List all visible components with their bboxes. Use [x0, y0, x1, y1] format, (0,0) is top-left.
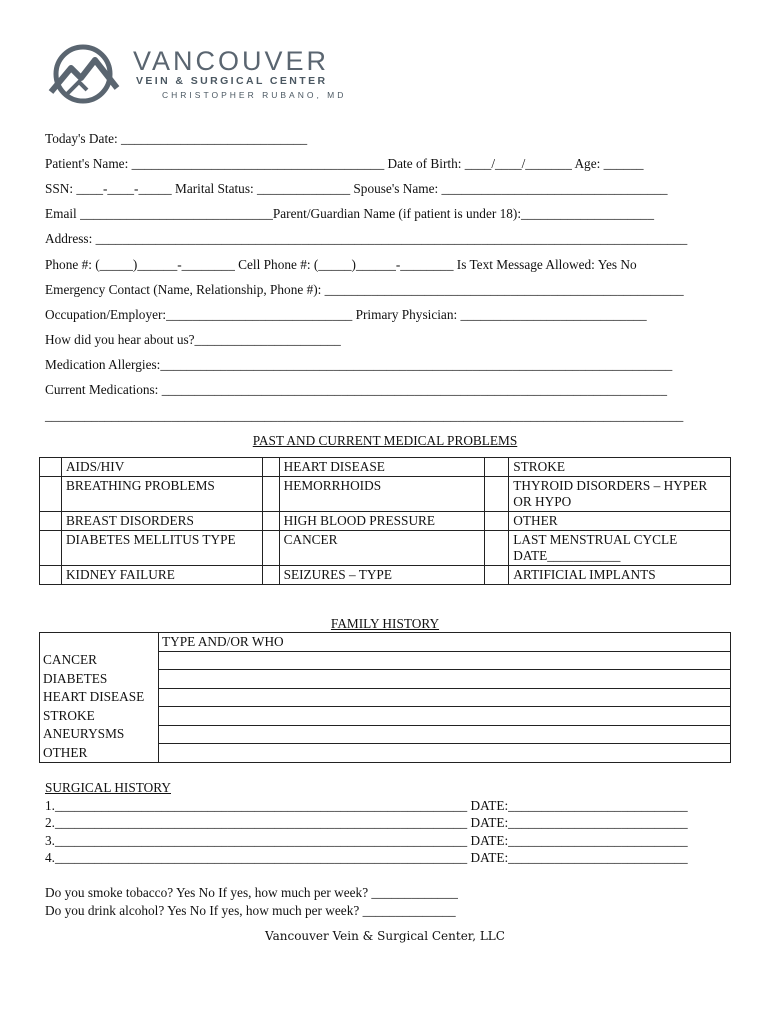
logo — [45, 44, 375, 104]
family-history-condition: DIABETES — [40, 670, 159, 689]
family-history-condition: STROKE — [40, 707, 159, 726]
medical-problem-label: HEMORRHOIDS — [279, 477, 485, 512]
family-history-table — [39, 632, 731, 763]
medical-problem-label: BREATHING PROBLEMS — [61, 477, 262, 512]
checkbox-cell[interactable] — [485, 566, 509, 585]
patient-name-field[interactable]: Patient's Name: ______________________________________ Date of Birth: ____/____/_______ Age: ______ — [45, 156, 644, 171]
occupation-field[interactable]: Occupation/Employer:____________________________ Primary Physician: ____________________________ — [45, 307, 647, 322]
surgery-line-2[interactable]: 2.______________________________________________________________ DATE:___________________________ — [45, 815, 688, 830]
family-history-entry[interactable] — [159, 688, 731, 707]
medical-problem-row — [40, 512, 731, 531]
medical-problem-label: OTHER — [509, 512, 731, 531]
smoke-question[interactable]: Do you smoke tobacco? Yes No If yes, how much per week? _____________ — [45, 885, 458, 900]
surgery-line-3[interactable]: 3.______________________________________________________________ DATE:___________________________ — [45, 833, 688, 848]
family-history-row — [40, 651, 731, 670]
phone-field[interactable]: Phone #: (_____)______-________ Cell Phone #: (_____)______-________ Is Text Message Allowed: Yes No — [45, 257, 637, 272]
checkbox-cell[interactable] — [485, 512, 509, 531]
medical-problem-label: BREAST DISORDERS — [61, 512, 262, 531]
family-history-header-row — [40, 633, 731, 652]
family-history-row — [40, 744, 731, 763]
medical-problem-row — [40, 566, 731, 585]
medical-problem-label: DIABETES MELLITUS TYPE — [61, 531, 262, 566]
medical-problem-label: CANCER — [279, 531, 485, 566]
medications-extra-line[interactable]: ________________________________________________________________________________________________ — [45, 408, 684, 423]
emergency-contact-field[interactable]: Emergency Contact (Name, Relationship, Phone #): ______________________________________________________ — [45, 282, 684, 297]
checkbox-cell[interactable] — [40, 458, 62, 477]
checkbox-cell[interactable] — [262, 566, 279, 585]
medications-field[interactable]: Current Medications: ____________________________________________________________________________ — [45, 382, 667, 397]
footer-company: Vancouver Vein & Surgical Center, LLC — [265, 929, 505, 943]
family-history-condition: OTHER — [40, 744, 159, 763]
medical-problem-label: HEART DISEASE — [279, 458, 485, 477]
surgery-line-1[interactable]: 1.______________________________________________________________ DATE:___________________________ — [45, 798, 688, 813]
address-field[interactable]: Address: _________________________________________________________________________________________ — [45, 231, 688, 246]
email-field[interactable]: Email _____________________________Parent/Guardian Name (if patient is under 18):____________________ — [45, 206, 654, 221]
family-history-entry[interactable] — [159, 651, 731, 670]
family-history-title: FAMILY HISTORY — [330, 616, 440, 631]
checkbox-cell[interactable] — [262, 512, 279, 531]
medical-problem-label: THYROID DISORDERS – HYPER OR HYPO — [509, 477, 731, 512]
surgical-history-title: SURGICAL HISTORY — [45, 780, 171, 795]
family-history-row — [40, 725, 731, 744]
family-history-row — [40, 707, 731, 726]
medical-problem-row — [40, 477, 731, 512]
checkbox-cell[interactable] — [485, 531, 509, 566]
medical-problem-label: LAST MENSTRUAL CYCLE DATE___________ — [509, 531, 731, 566]
checkbox-cell[interactable] — [485, 458, 509, 477]
mountain-logo-icon — [45, 44, 121, 104]
family-history-condition: ANEURYSMS — [40, 725, 159, 744]
family-history-entry[interactable] — [159, 707, 731, 726]
checkbox-cell[interactable] — [40, 512, 62, 531]
checkbox-cell[interactable] — [40, 531, 62, 566]
logo-subtitle: VEIN & SURGICAL CENTER — [136, 75, 328, 87]
logo-doctor: CHRISTOPHER RUBANO, MD — [162, 90, 347, 100]
medical-problems-title: PAST AND CURRENT MEDICAL PROBLEMS — [252, 433, 518, 448]
medical-problem-label: KIDNEY FAILURE — [61, 566, 262, 585]
family-history-condition: CANCER — [40, 651, 159, 670]
checkbox-cell[interactable] — [485, 477, 509, 512]
surgery-line-4[interactable]: 4.______________________________________________________________ DATE:___________________________ — [45, 850, 688, 865]
checkbox-cell[interactable] — [40, 477, 62, 512]
ssn-field[interactable]: SSN: ____-____-_____ Marital Status: ______________ Spouse's Name: __________________________________ — [45, 181, 668, 196]
logo-name: VANCOUVER — [133, 46, 330, 76]
family-history-entry[interactable] — [159, 725, 731, 744]
todays-date-field[interactable]: Today's Date: ____________________________ — [45, 131, 308, 146]
family-history-entry[interactable] — [159, 670, 731, 689]
family-history-row — [40, 688, 731, 707]
family-history-entry[interactable] — [159, 744, 731, 763]
medical-problem-label: HIGH BLOOD PRESSURE — [279, 512, 485, 531]
checkbox-cell[interactable] — [40, 566, 62, 585]
family-history-header: TYPE AND/OR WHO — [159, 633, 731, 652]
medical-problem-label: AIDS/HIV — [61, 458, 262, 477]
checkbox-cell[interactable] — [262, 531, 279, 566]
medical-problem-label: STROKE — [509, 458, 731, 477]
checkbox-cell[interactable] — [262, 477, 279, 512]
allergies-field[interactable]: Medication Allergies:_____________________________________________________________________________ — [45, 357, 673, 372]
medical-problem-label: ARTIFICIAL IMPLANTS — [509, 566, 731, 585]
medical-problems-table — [39, 457, 731, 585]
medical-problem-row — [40, 458, 731, 477]
family-history-condition: HEART DISEASE — [40, 688, 159, 707]
medical-problem-label: SEIZURES – TYPE — [279, 566, 485, 585]
alcohol-question[interactable]: Do you drink alcohol? Yes No If yes, how much per week? ______________ — [45, 903, 456, 918]
checkbox-cell[interactable] — [262, 458, 279, 477]
family-history-corner — [40, 633, 159, 652]
medical-problem-row — [40, 531, 731, 566]
family-history-row — [40, 670, 731, 689]
hear-about-field[interactable]: How did you hear about us?______________________ — [45, 332, 341, 347]
